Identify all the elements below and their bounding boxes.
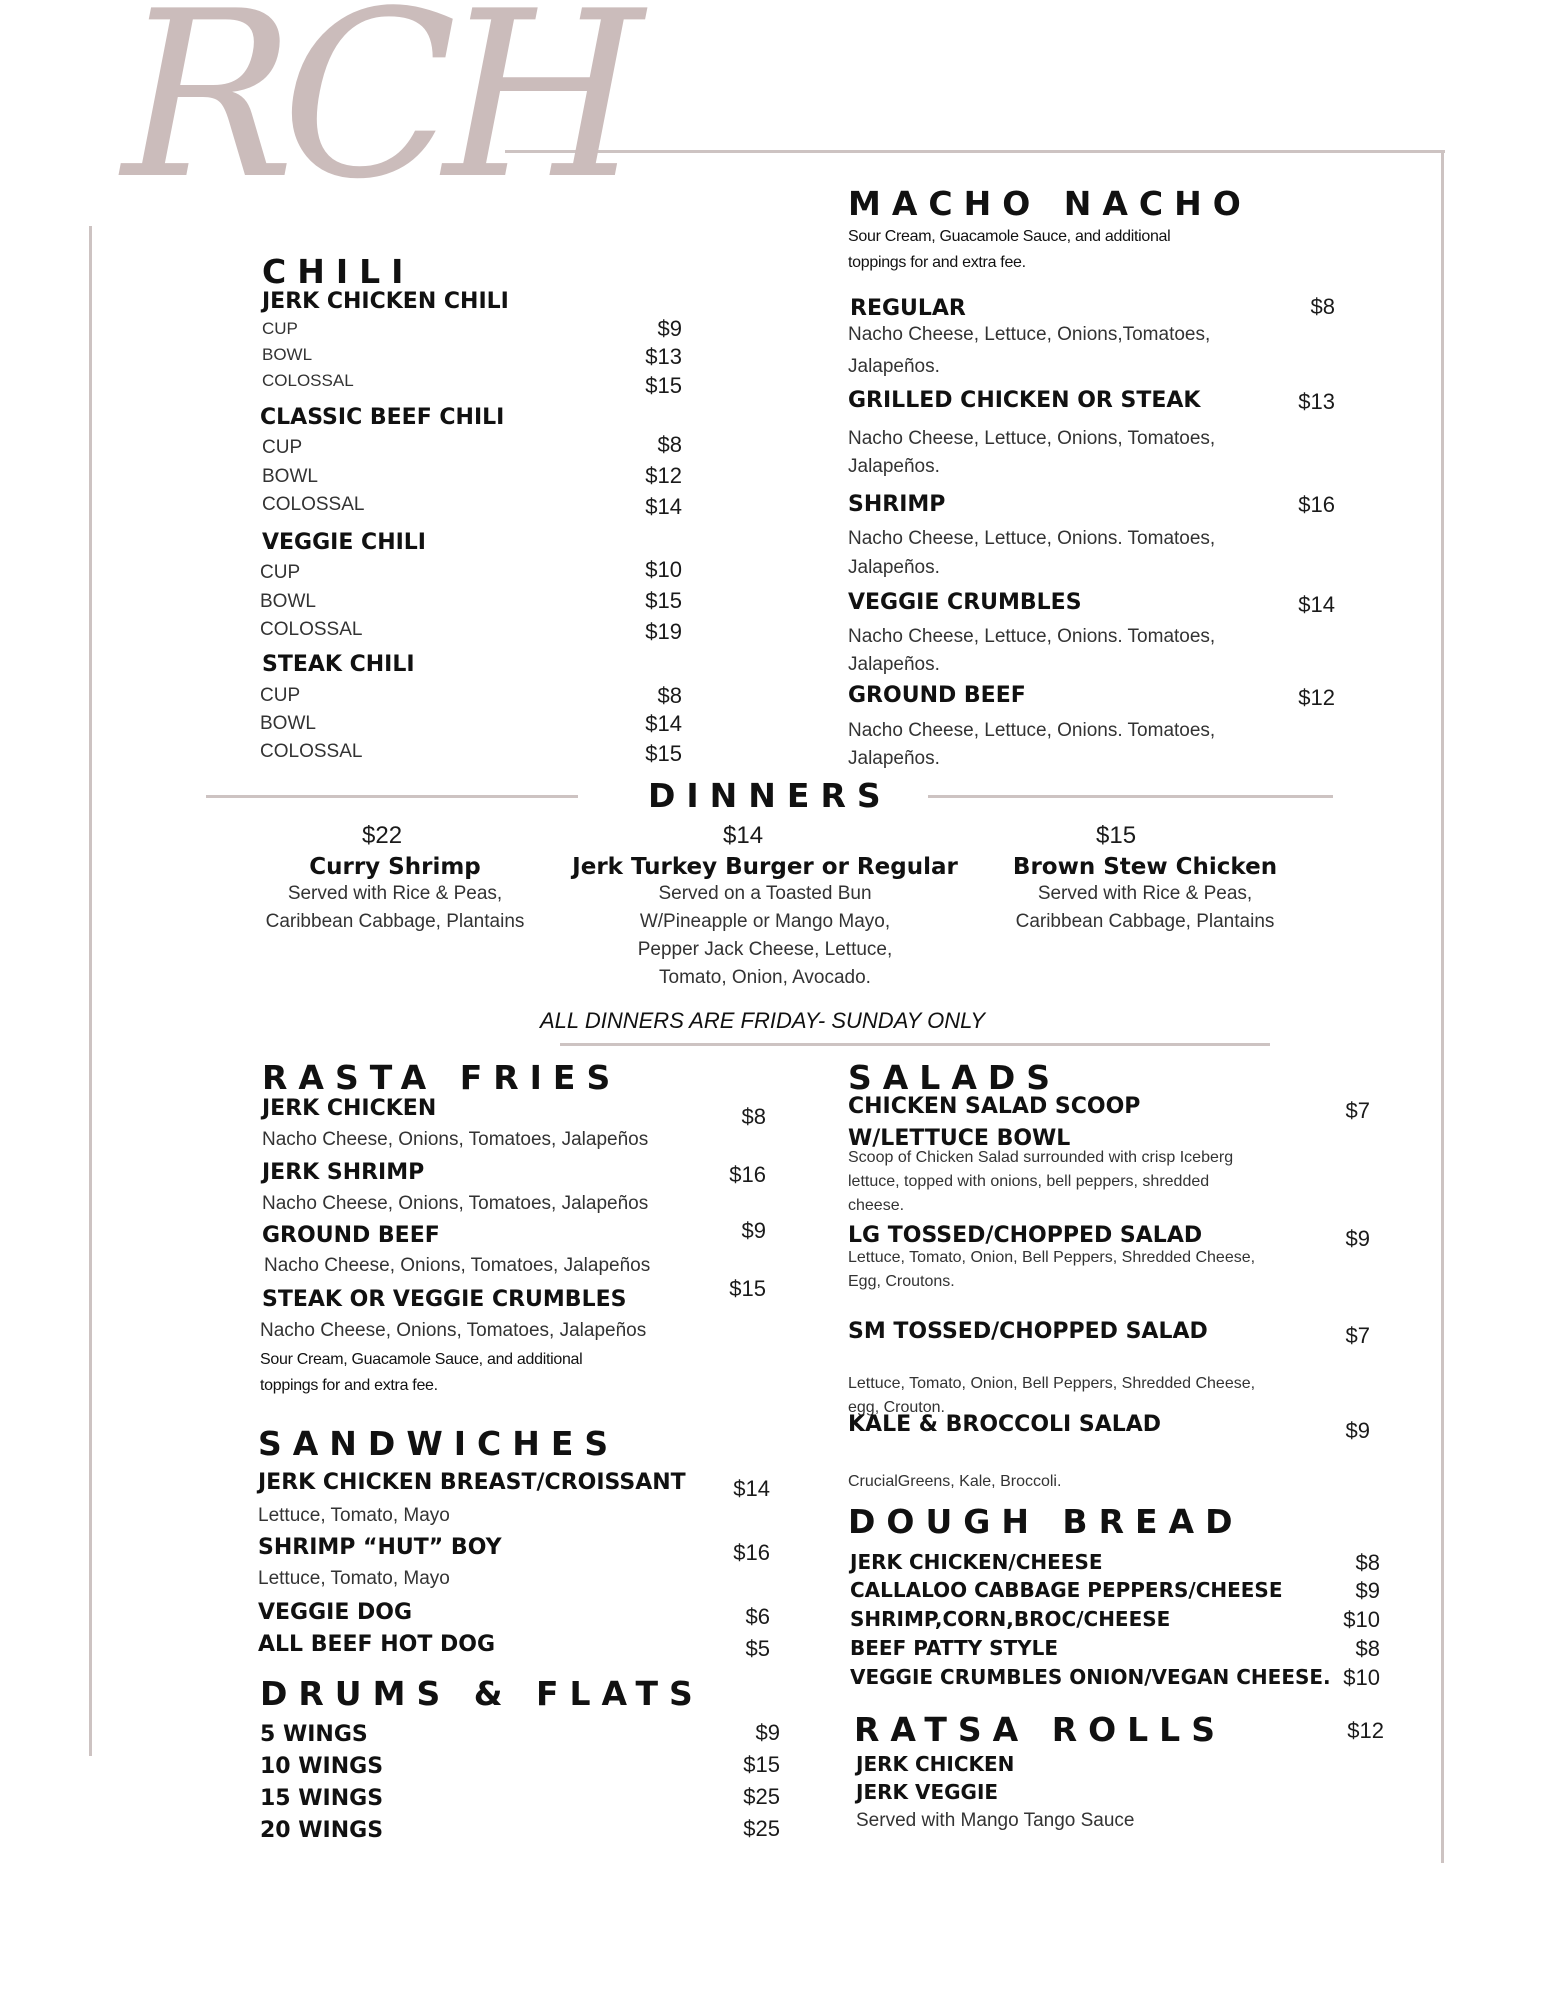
sandwich-item-price: $16 [733,1540,770,1565]
salad-item-name: LG TOSSED/CHOPPED SALAD [848,1223,1203,1248]
dinner-item [990,822,1300,936]
dinner-desc: W/Pineapple or Mango Mayo, [639,911,891,932]
salad-item-desc: lettuce, topped with onions, bell peppers, shredded [848,1173,1210,1190]
chili-price: $14 [645,494,682,519]
chili-size: BOWL [262,345,313,364]
fries-item-desc: Nacho Cheese, Onions, Tomatoes, Jalapeños [264,1255,651,1276]
sandwich-item-desc: Lettuce, Tomato, Mayo [258,1568,450,1589]
dinners-note: ALL DINNERS ARE FRIDAY- SUNDAY ONLY [540,1008,986,1033]
sandwich-item-name: SHRIMP “HUT” BOY [258,1535,502,1560]
salad-item-desc: cheese. [848,1197,905,1214]
salad-item-name: W/LETTUCE BOWL [848,1126,1071,1151]
drums-item-name: 15 WINGS [260,1786,384,1811]
salad-item-desc: Lettuce, Tomato, Onion, Bell Peppers, Shredded Cheese, [848,1249,1256,1266]
salad-item-price: $7 [1345,1098,1370,1123]
dinner-price: $14 [723,822,764,849]
nacho-item-desc: Nacho Cheese, Lettuce, Onions, Tomatoes, [848,428,1216,449]
dough-item-price: $8 [1355,1636,1380,1661]
nacho-note: Sour Cream, Guacamole Sauce, and additional toppings for and extra fee. [848,228,1171,271]
dinner-desc: Caribbean Cabbage, Plantains [265,911,525,932]
rolls-item-name: JERK CHICKEN [856,1752,1015,1776]
fries-item-desc: Nacho Cheese, Onions, Tomatoes, Jalapeños [260,1320,647,1341]
dough-item-price: $9 [1355,1578,1380,1603]
nacho-item-name: REGULAR [850,296,966,321]
drums-item-price: $9 [755,1720,780,1745]
dough-item-name: BEEF PATTY STYLE [850,1636,1059,1660]
fries-note: toppings for and extra fee. [260,1377,438,1394]
chili-price: $8 [657,432,682,457]
sandwich-item-price: $5 [745,1636,770,1661]
salad-item-name: KALE & BROCCOLI SALAD [848,1412,1162,1437]
dinners-right-line [928,795,1333,798]
chili-price: $13 [645,344,682,369]
chili-price: $15 [645,373,682,398]
nacho-item-price: $16 [1298,492,1335,517]
dinner-desc: Served on a Toasted Bun [658,883,872,904]
fries-item-price: $15 [729,1276,766,1301]
nacho-item-desc: Jalapeños. [848,456,940,477]
salad-item-desc: Egg, Croutons. [848,1273,955,1290]
nacho-item-name: GROUND BEEF [848,683,1026,708]
dough-item-price: $10 [1343,1607,1380,1632]
dinner-desc: Served with Rice & Peas, [287,883,503,904]
fries-item-price: $8 [741,1104,766,1129]
salad-item-price: $7 [1345,1323,1370,1348]
drums-heading: DRUMS & FLATS [260,1674,704,1713]
chili-name: VEGGIE CHILI [262,530,426,555]
nacho-item-name: GRILLED CHICKEN OR STEAK [848,388,1201,413]
nacho-item-desc: Jalapeños. [848,748,940,769]
fries-item-name: GROUND BEEF [262,1223,440,1248]
nacho-item-desc: Nacho Cheese, Lettuce, Onions. Tomatoes, [848,720,1216,741]
rolls-desc: Served with Mango Tango Sauce [856,1810,1135,1831]
fries-heading: RASTA FRIES [262,1058,622,1097]
chili-size: BOWL [262,466,318,487]
salad-item-name: CHICKEN SALAD SCOOP [848,1094,1141,1119]
frame-top-line [505,150,1445,153]
chili-name: STEAK CHILI [262,652,415,677]
salad-item-desc: egg, Crouton. [848,1399,945,1416]
dinner-name: Brown Stew Chicken [1012,854,1278,880]
chili-price: $10 [645,557,682,582]
salad-item-price: $9 [1345,1226,1370,1251]
chili-size: COLOSSAL [262,371,354,390]
logo: RCH [122,0,630,230]
salad-item-name: SM TOSSED/CHOPPED SALAD [848,1319,1208,1344]
chili-price: $8 [657,683,682,708]
sandwiches-heading: SANDWICHES [258,1424,620,1463]
dough-item-price: $10 [1343,1665,1380,1690]
nacho-item-desc: Nacho Cheese, Lettuce, Onions. Tomatoes, [848,626,1216,647]
chili-price: $9 [657,316,682,341]
nacho-item-price: $12 [1298,685,1335,710]
chili-size: CUP [262,437,303,458]
dinner-desc: Tomato, Onion, Avocado. [659,967,871,988]
chili-size: BOWL [260,713,316,734]
dough-item-name: CALLALOO CABBAGE PEPPERS/CHEESE [850,1578,1283,1602]
fries-item-name: JERK CHICKEN [262,1096,437,1121]
nacho-item-name: SHRIMP [848,492,946,517]
chili-size: COLOSSAL [262,494,365,515]
sandwich-item-price: $6 [745,1604,770,1629]
nacho-item-name: VEGGIE CRUMBLES [848,590,1082,615]
fries-item-name: STEAK OR VEGGIE CRUMBLES [262,1287,627,1312]
nacho-item-price: $13 [1298,389,1335,414]
dinner-desc: Served with Rice & Peas, [1037,883,1253,904]
salad-item-desc: Lettuce, Tomato, Onion, Bell Peppers, Shredded Cheese, [848,1375,1256,1392]
frame-left-line [89,226,92,1756]
rolls-price: $12 [1347,1718,1384,1743]
sandwich-item-desc: Lettuce, Tomato, Mayo [258,1505,450,1526]
rolls-item-name: JERK VEGGIE [856,1780,999,1804]
nacho-item-desc: Jalapeños. [848,654,940,675]
chili-price: $14 [645,711,682,736]
salad-item-desc: Scoop of Chicken Salad surrounded with crisp Iceberg [848,1149,1234,1166]
dough-item-price: $8 [1355,1550,1380,1575]
fries-item-price: $16 [729,1162,766,1187]
dinner-price: $22 [362,822,403,849]
drums-item-name: 10 WINGS [260,1754,384,1779]
dinner-name: Curry Shrimp [309,854,481,880]
dinner-name: Jerk Turkey Burger or Regular [572,854,958,880]
nacho-item-desc: Jalapeños. [848,356,940,377]
drums-item-name: 20 WINGS [260,1818,384,1843]
chili-size: BOWL [260,591,316,612]
dinners-left-line [206,795,578,798]
sandwich-item-name: JERK CHICKEN BREAST/CROISSANT [258,1470,686,1495]
chili-price: $19 [645,619,682,644]
dough-item-name: SHRIMP,CORN,BROC/CHEESE [850,1607,1171,1631]
chili-heading: CHILI [262,252,415,291]
chili-size: CUP [260,562,301,583]
salads-heading: SALADS [848,1058,1062,1097]
nacho-item-desc: Nacho Cheese, Lettuce, Onions. Tomatoes, [848,528,1216,549]
dough-item-name: VEGGIE CRUMBLES ONION/VEGAN CHEESE. [850,1665,1331,1689]
dinner-item [565,822,965,992]
dinner-desc: Caribbean Cabbage, Plantains [1015,911,1275,932]
drums-item-name: 5 WINGS [260,1722,368,1747]
drums-item-price: $25 [743,1784,780,1809]
sandwich-item-name: ALL BEEF HOT DOG [258,1632,496,1657]
dough-item-name: JERK CHICKEN/CHEESE [850,1550,1103,1574]
fries-item-name: JERK SHRIMP [262,1160,425,1185]
fries-item-desc: Nacho Cheese, Onions, Tomatoes, Jalapeños [262,1193,649,1214]
dinners-heading: DINNERS [648,776,892,815]
dinner-price: $15 [1096,822,1137,849]
dough-heading: DOUGH BREAD [848,1502,1244,1541]
chili-name: CLASSIC BEEF CHILI [260,405,505,430]
chili-size: COLOSSAL [260,619,363,640]
chili-price: $15 [645,588,682,613]
dinner-desc: Pepper Jack Cheese, Lettuce, [637,939,893,960]
rolls-heading: RATSA ROLLS [854,1710,1226,1749]
fries-item-desc: Nacho Cheese, Onions, Tomatoes, Jalapeños [262,1129,649,1150]
sandwich-item-price: $14 [733,1476,770,1501]
chili-price: $15 [645,741,682,766]
chili-size: CUP [260,685,301,706]
fries-note: Sour Cream, Guacamole Sauce, and additional [260,1351,583,1368]
drums-item-price: $15 [743,1752,780,1777]
nacho-heading: MACHO NACHO [848,184,1252,223]
chili-price: $12 [645,463,682,488]
nacho-item-desc: Nacho Cheese, Lettuce, Onions,Tomatoes, [848,324,1211,345]
chili-name: JERK CHICKEN CHILI [262,289,509,314]
dinner-item [245,822,545,936]
drums-item-price: $25 [743,1816,780,1841]
sandwich-item-name: VEGGIE DOG [258,1600,413,1625]
salad-item-desc: CrucialGreens, Kale, Broccoli. [848,1473,1062,1490]
salad-item-price: $9 [1345,1418,1370,1443]
nacho-item-price: $14 [1298,592,1335,617]
nacho-item-desc: Jalapeños. [848,557,940,578]
frame-right-line [1441,150,1444,1863]
chili-size: COLOSSAL [260,741,363,762]
chili-size: CUP [262,319,298,338]
fries-item-price: $9 [741,1218,766,1243]
nacho-item-price: $8 [1310,294,1335,319]
dinners-bottom-line [560,1043,1270,1046]
